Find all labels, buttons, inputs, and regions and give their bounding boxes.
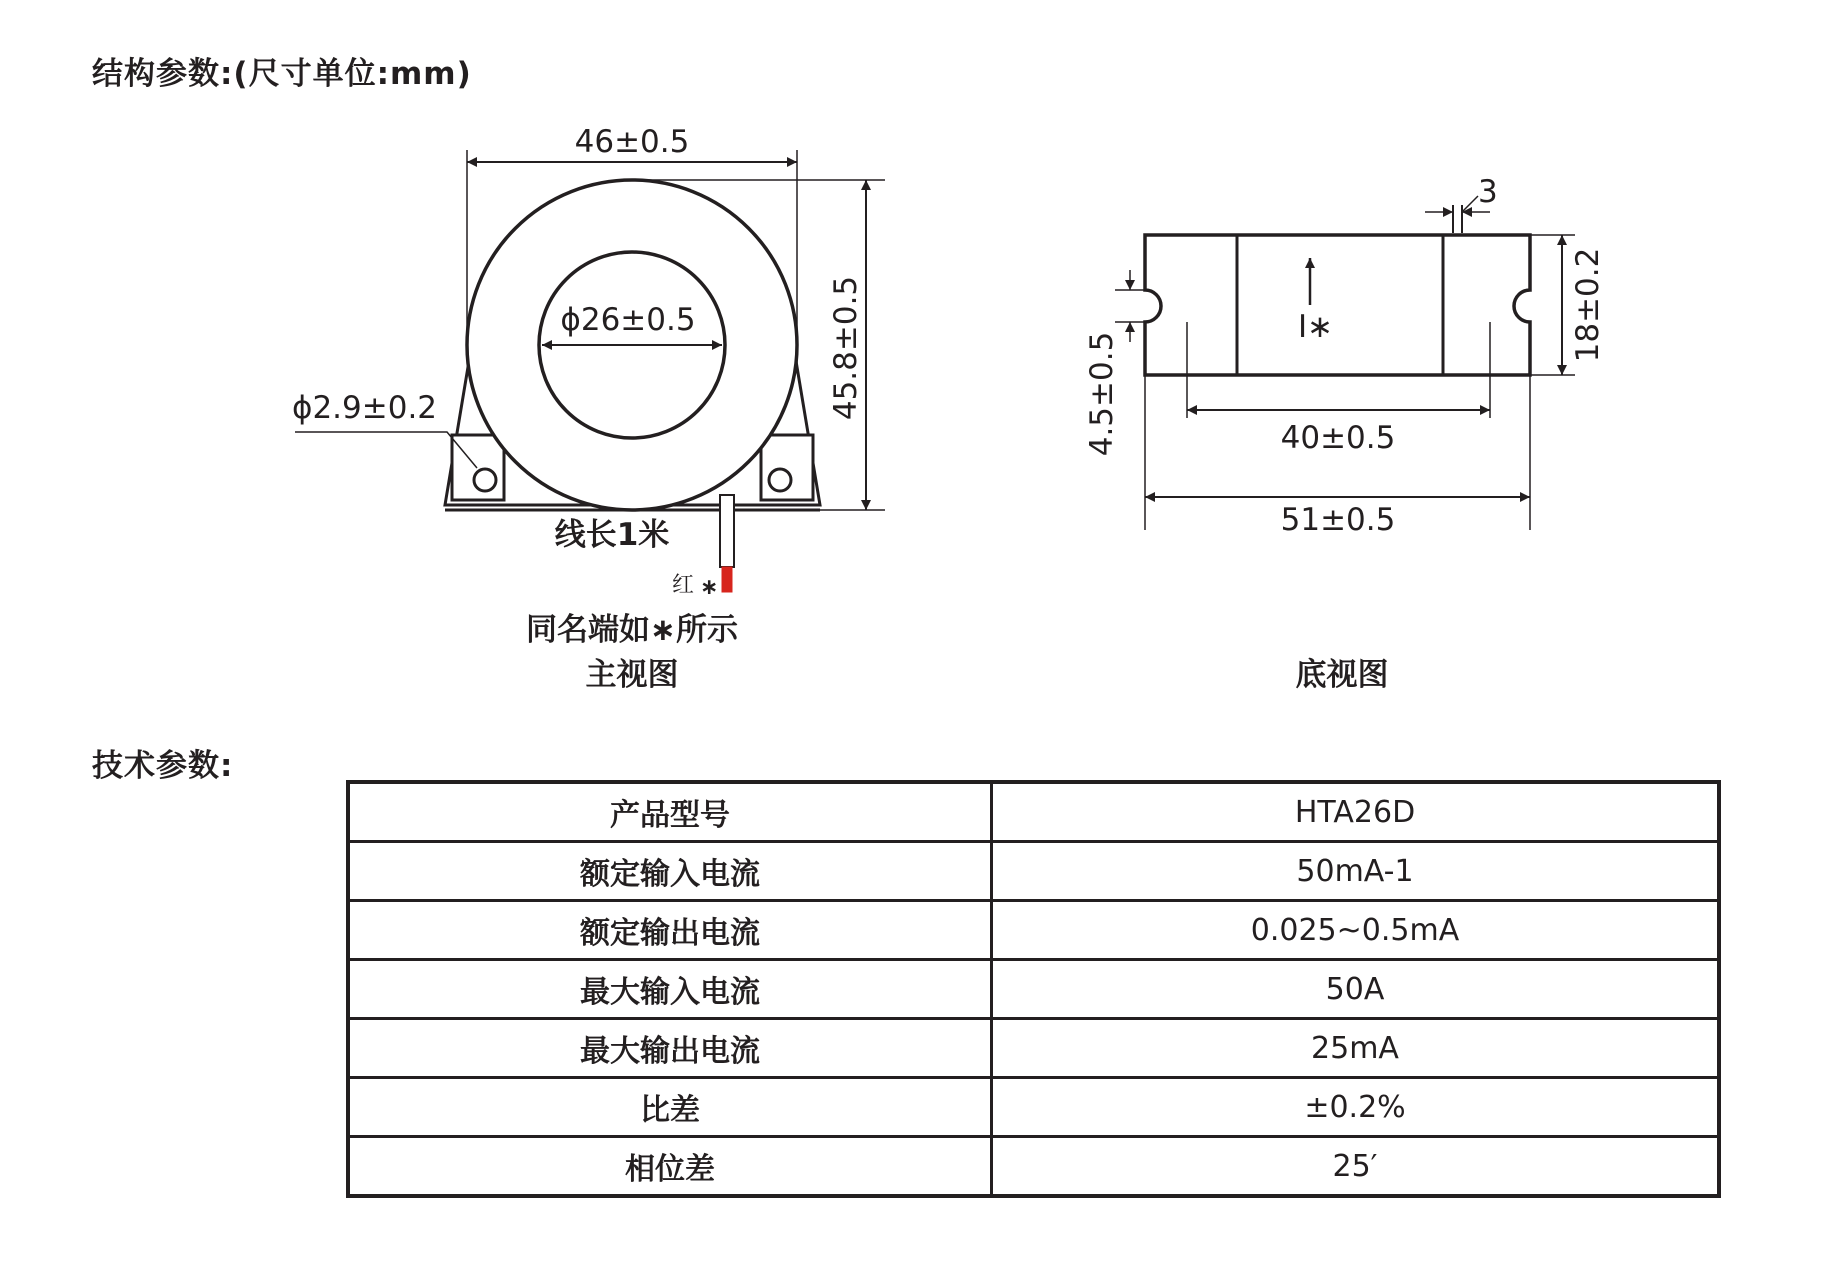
lead-wire <box>720 495 734 567</box>
hole-leader <box>295 432 477 468</box>
height-dim-label: 45.8±0.5 <box>828 275 864 421</box>
thickness-label: 3 <box>1478 174 1498 210</box>
lead-color-label: 红 <box>672 573 695 598</box>
front-view-caption: 主视图 <box>585 657 679 693</box>
table-row <box>348 1078 1719 1137</box>
table-row <box>348 1137 1719 1197</box>
table-row <box>348 782 1719 842</box>
bottom-view <box>1115 196 1575 530</box>
param-value: 50A <box>992 960 1720 1019</box>
param-name: 最大输入电流 <box>348 960 992 1019</box>
technical-params-title: 技术参数: <box>92 748 234 784</box>
param-name: 产品型号 <box>348 782 992 842</box>
param-value: 50mA-1 <box>992 842 1720 901</box>
lead-star-mark: ∗ <box>700 575 719 600</box>
inner-dia-label: ϕ26±0.5 <box>560 302 696 338</box>
thickness-leader <box>1462 196 1478 212</box>
lead-length-label: 线长1米 <box>554 517 670 553</box>
param-value: ±0.2% <box>992 1078 1720 1137</box>
polarity-note: 同名端如∗所示 <box>526 612 738 648</box>
param-name: 最大输出电流 <box>348 1019 992 1078</box>
param-name: 比差 <box>348 1078 992 1137</box>
param-value: 0.025~0.5mA <box>992 901 1720 960</box>
table-row <box>348 901 1719 960</box>
current-mark-label: I∗ <box>1298 309 1334 345</box>
param-value: HTA26D <box>992 782 1720 842</box>
slot-label: 4.5±0.5 <box>1084 331 1120 457</box>
table-row <box>348 1019 1719 1078</box>
hole-dia-label: ϕ2.9±0.2 <box>292 390 438 426</box>
table-row <box>348 960 1719 1019</box>
bottom-view-caption: 底视图 <box>1295 657 1389 693</box>
lead-wire-red <box>722 567 732 592</box>
structure-params-title: 结构参数:(尺寸单位:mm) <box>92 56 472 92</box>
width-dim-label: 46±0.5 <box>574 124 690 160</box>
param-name: 额定输出电流 <box>348 901 992 960</box>
param-value: 25mA <box>992 1019 1720 1078</box>
bottom-body-outline <box>1145 235 1530 375</box>
length-label: 51±0.5 <box>1280 502 1396 538</box>
param-name: 相位差 <box>348 1137 992 1197</box>
slot-span-label: 40±0.5 <box>1280 420 1396 456</box>
param-name: 额定输入电流 <box>348 842 992 901</box>
table-row <box>348 842 1719 901</box>
param-value: 25′ <box>992 1137 1720 1197</box>
height18-label: 18±0.2 <box>1570 247 1606 363</box>
spec-table <box>346 780 1721 1198</box>
